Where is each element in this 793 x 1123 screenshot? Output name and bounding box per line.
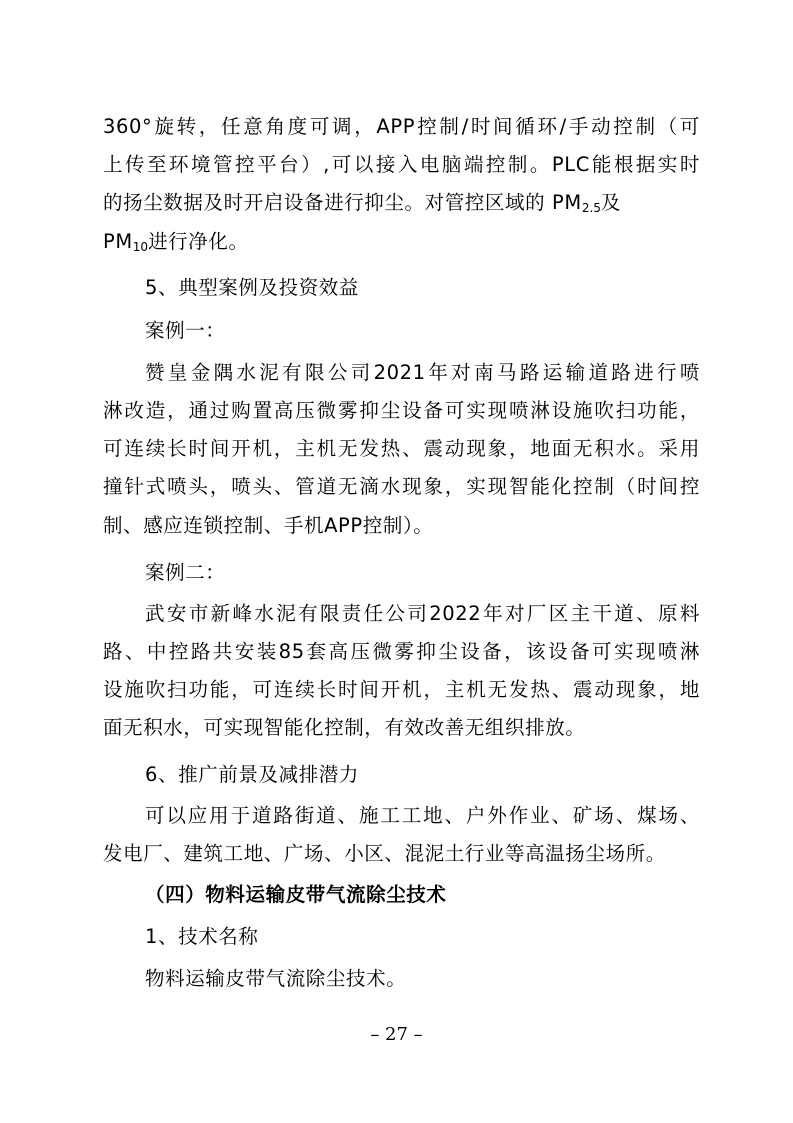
case-heading: 案例二： (145, 561, 226, 584)
paragraph-line: 制、感应连锁控制、手机APP控制）。 (103, 514, 434, 537)
paragraph-line: 路、中控路共安装85套高压微雾抑尘设备，该设备可实现喷淋 (103, 640, 700, 663)
paragraph-line: 可以应用于道路街道、施工工地、户外作业、矿场、煤场、 (145, 804, 700, 827)
paragraph-line: 物料运输皮带气流除尘技术。 (145, 967, 407, 990)
paragraph-line: 设施吹扫功能，可连续长时间开机，主机无发热、震动现象，地 (103, 678, 700, 701)
section-heading: 5、典型案例及投资效益 (145, 276, 360, 299)
paragraph-line: 撞针式喷头，喷头、管道无滴水现象，实现智能化控制（时间控 (103, 475, 700, 498)
paragraph-line: 赞皇金隅水泥有限公司2021年对南马路运输道路进行喷 (145, 361, 700, 384)
paragraph-text: 进行净化。 (148, 230, 249, 253)
subsection-heading: （四）物料运输皮带气流除尘技术 (145, 883, 447, 906)
paragraph-line: 面无积水，可实现智能化控制，有效改善无组织排放。 (103, 716, 586, 739)
paragraph-line: 发电厂、建筑工地、广场、小区、混泥土行业等高温扬尘场所。 (103, 842, 666, 865)
paragraph-line: 武安市新峰水泥有限责任公司2022年对厂区主干道、原料 (145, 602, 700, 625)
pm25-label: $PM_{2.5}$ (552, 191, 601, 215)
paragraph-line: 可连续长时间开机，主机无发热、震动现象，地面无积水。采用 (103, 437, 700, 460)
paragraph-line (103, 184, 703, 222)
and-text: 及 (600, 191, 622, 214)
case-heading: 案例一： (145, 319, 226, 342)
paragraph-line: 上传至环境管控平台）,可以接入电脑端控制。PLC能根据实时 (103, 153, 700, 176)
pm10-label: $PM_{10}$ (103, 230, 149, 254)
page-number: – 27 – (370, 1024, 423, 1045)
paragraph-line: 360°旋转，任意角度可调，APP控制/时间循环/手动控制（可 (103, 115, 700, 138)
paragraph-line (103, 223, 703, 261)
paragraph-text: 的扬尘数据及时开启设备进行抑尘。对管控区域的 (103, 191, 546, 214)
paragraph-line: 淋改造，通过购置高压微雾抑尘设备可实现喷淋设施吹扫功能， (103, 399, 700, 422)
section-heading: 6、推广前景及减排潜力 (145, 763, 360, 786)
section-heading: 1、技术名称 (145, 925, 259, 948)
